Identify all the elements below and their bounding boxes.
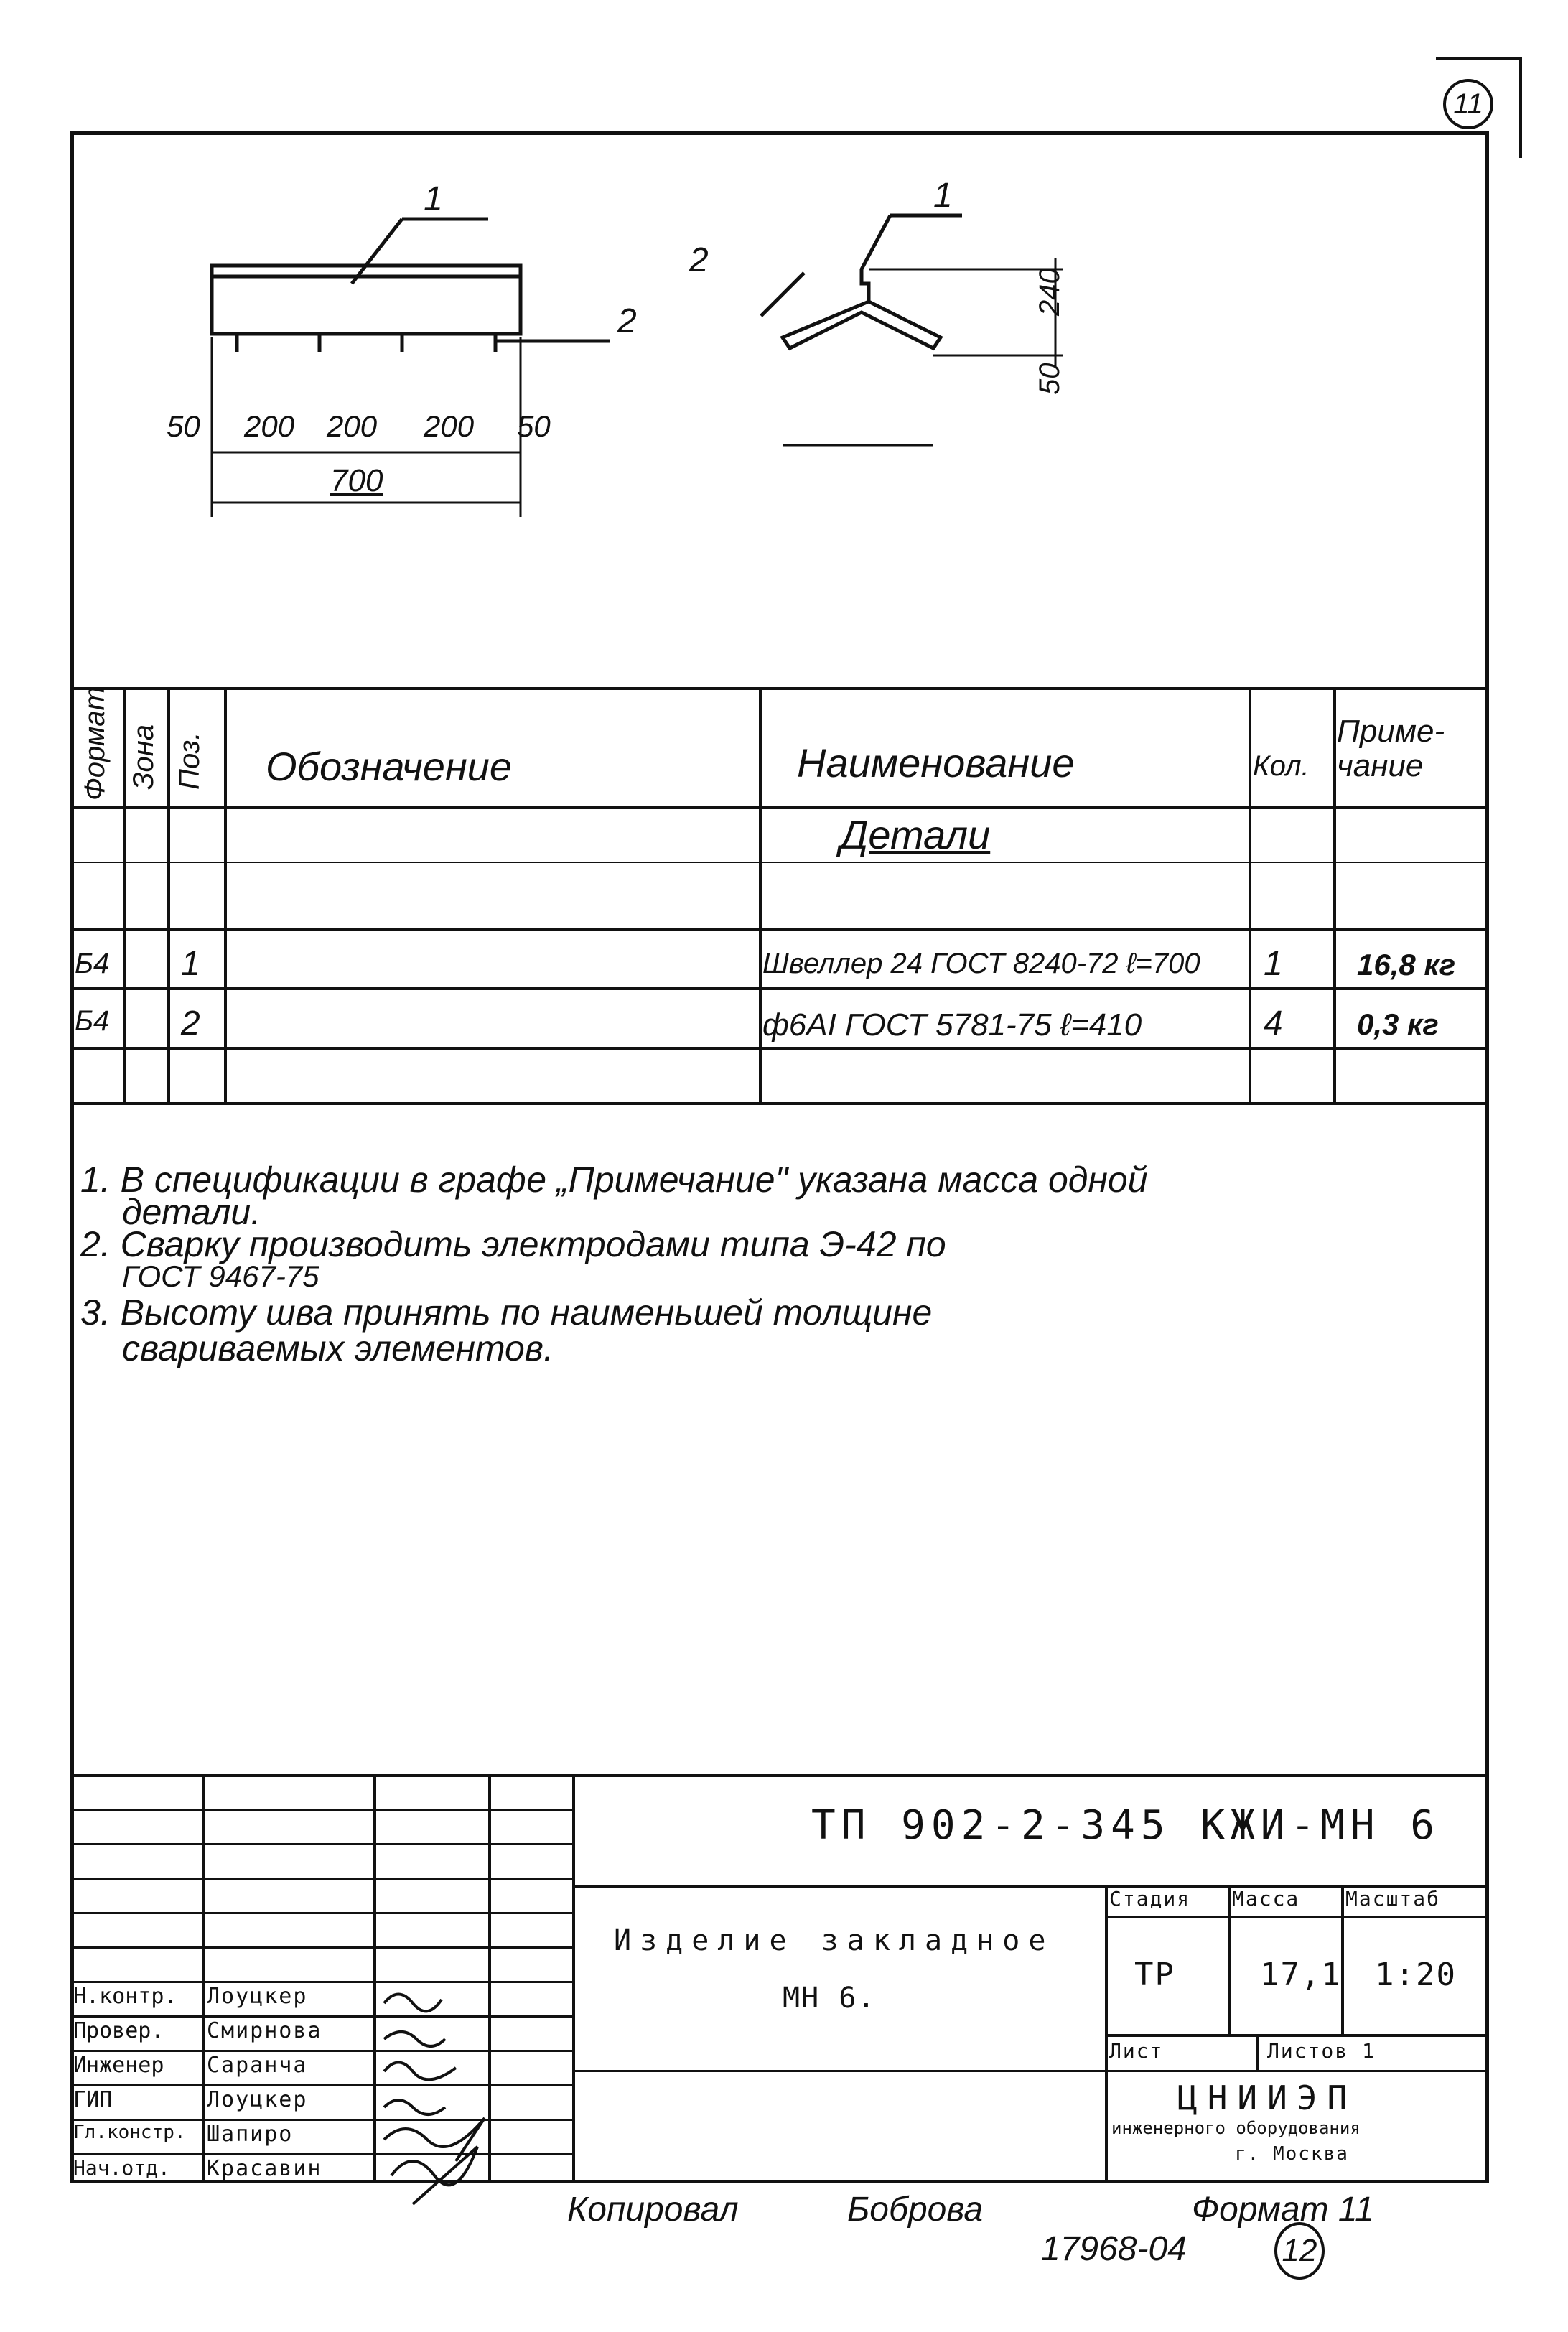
role: Провер. [73, 2018, 164, 2043]
person-name: Шапиро [207, 2122, 294, 2147]
section-title: Детали [840, 812, 991, 857]
note-line: 1. В спецификации в графе „Примечание" указана масса одной [80, 1160, 1148, 1200]
header-pos: Поз. [174, 732, 205, 790]
note-line: детали. [122, 1192, 261, 1232]
row-format: Б4 [75, 1005, 110, 1037]
dim-200: 200 [244, 409, 295, 443]
header-format: Формат [79, 686, 111, 801]
handwritten-signatures [377, 1982, 578, 2219]
sheet-number-mark: 11 [1443, 79, 1493, 129]
role: Инженер [73, 2053, 164, 2078]
dim-200: 200 [424, 409, 475, 443]
sheet-label: Лист [1109, 2039, 1164, 2063]
organization-name: ЦНИИЭП [1177, 2079, 1358, 2117]
scale-value: 1:20 [1375, 1956, 1457, 1993]
role: Н.контр. [73, 1984, 177, 2009]
row-format: Б4 [75, 948, 110, 979]
callout-2: 2 [689, 241, 709, 279]
row-qty: 4 [1264, 1004, 1283, 1043]
page-number: 12 [1274, 2222, 1325, 2280]
row-name: ф6AI ГОСТ 5781-75 ℓ=410 [762, 1007, 1142, 1043]
inventory-number: 17968-04 [1041, 2230, 1187, 2268]
dim-240: 240 [1034, 268, 1065, 316]
callout-1: 1 [933, 177, 953, 215]
mass-value: 17,1 [1260, 1956, 1342, 1993]
role: ГИП [73, 2087, 113, 2112]
row-name: Швеллер 24 ГОСТ 8240-72 ℓ=700 [762, 948, 1200, 979]
channel-section-view [783, 269, 941, 348]
callout-2: 2 [617, 302, 637, 340]
header-designation: Обозначение [266, 744, 513, 789]
header-name: Наименование [797, 740, 1075, 785]
stage-label: Стадия [1109, 1887, 1191, 1911]
format-label: Формат 11 [1192, 2191, 1374, 2229]
person-name: Красавин [207, 2156, 322, 2181]
stage-value: ТР [1134, 1956, 1175, 1993]
row-pos: 1 [181, 945, 200, 983]
note-line: ГОСТ 9467-75 [122, 1259, 319, 1293]
technical-drawing [0, 0, 1568, 689]
city: г. Москва [1235, 2143, 1349, 2165]
header-zone: Зона [128, 724, 159, 790]
role: Нач.отд. [73, 2156, 170, 2180]
person-name: Смирнова [207, 2018, 322, 2043]
drawing-title-mark: МН 6. [783, 1982, 877, 2015]
dim-50: 50 [517, 409, 551, 443]
person-name: Лоуцкер [207, 2087, 308, 2112]
copier-name: Боброва [847, 2191, 984, 2229]
scale-label: Масштаб [1345, 1887, 1441, 1911]
mass-label: Масса [1232, 1887, 1300, 1911]
row-pos: 2 [181, 1004, 200, 1043]
row-note: 16,8 кг [1357, 948, 1456, 981]
role: Гл.констр. [73, 2122, 186, 2143]
organization-subtitle: инженерного оборудования [1111, 2118, 1361, 2138]
copied-label: Копировал [567, 2191, 739, 2229]
document-code: ТП 902-2-345 КЖИ-МН 6 [811, 1802, 1441, 1849]
drawing-title: Изделие закладное [614, 1924, 1055, 1957]
dim-200: 200 [327, 409, 378, 443]
note-line: 3. Высоту шва принять по наименьшей толщине [80, 1292, 933, 1333]
dim-50: 50 [1034, 363, 1065, 395]
callout-1: 1 [424, 180, 443, 218]
header-note: Приме-чание [1337, 714, 1445, 783]
dim-total: 700 [330, 463, 383, 498]
person-name: Саранча [207, 2053, 308, 2078]
sheets-label: Листов 1 [1267, 2039, 1376, 2063]
note-line: 2. Сварку производить электродами типа Э-42 по [80, 1224, 946, 1264]
person-name: Лоуцкер [207, 1984, 308, 2009]
header-qty: Кол. [1253, 750, 1310, 782]
row-note: 0,3 кг [1357, 1007, 1439, 1041]
row-qty: 1 [1264, 945, 1283, 983]
dim-50: 50 [167, 409, 200, 443]
anchor-bars [237, 334, 495, 352]
note-line: свариваемых элементов. [122, 1328, 554, 1368]
